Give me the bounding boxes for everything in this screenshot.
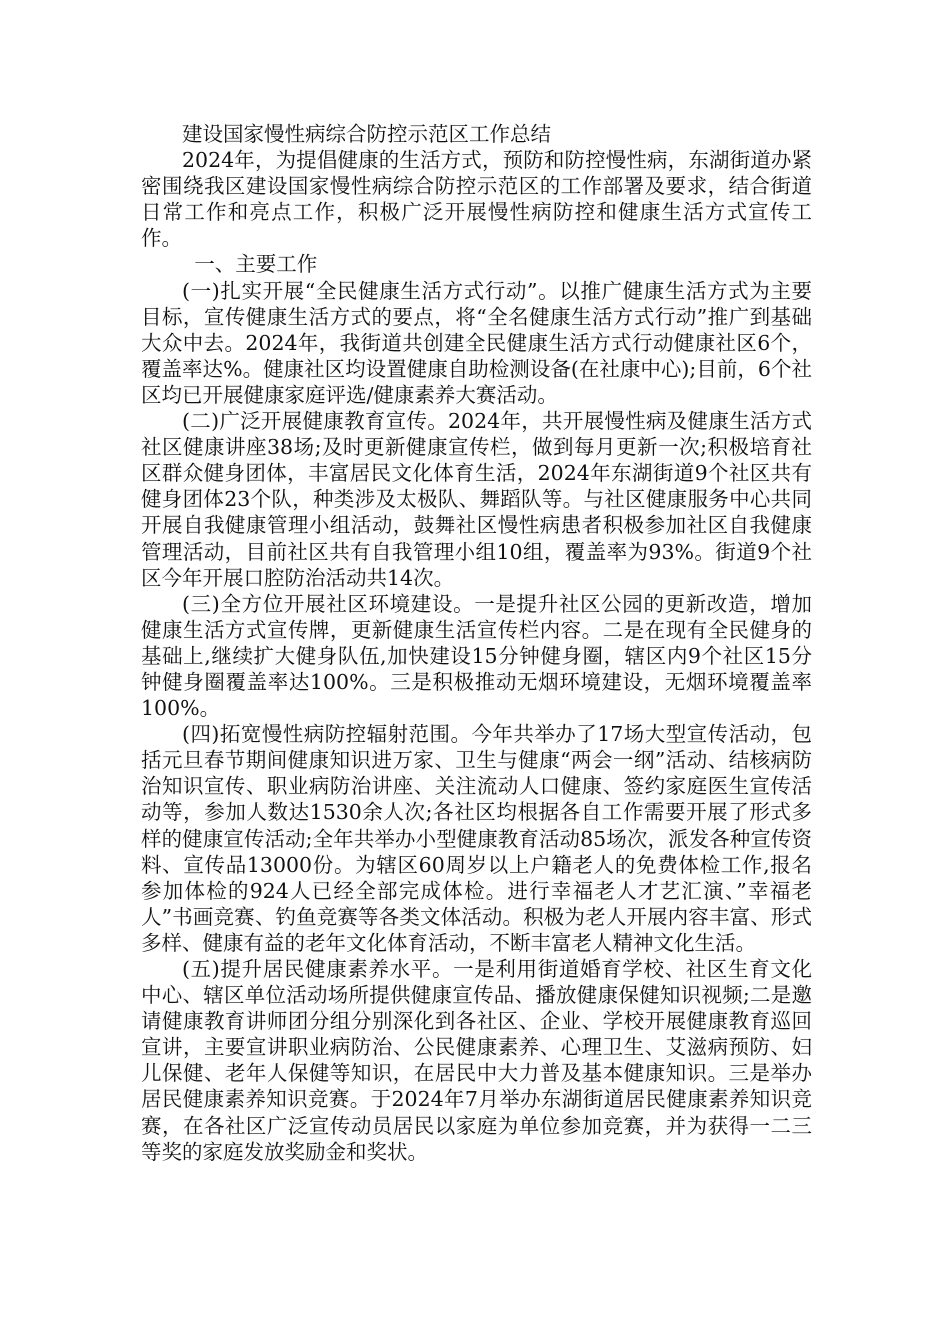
paragraph-2: (二)广泛开展健康教育宣传。2024年，共开展慢性病及健康生活方式社区健康讲座38场;及时更新健康宣传栏，做到每月更新一次;积极培育社区群众健身团体，丰富居民文化体育生活，2024年东湖街道9个社区共有健身团体23个队，种类涉及太极队、舞蹈队等。与社区健康服务中心共同开展自我健康管理小组活动，鼓舞社区慢性病患者积极参加社区自我健康管理活动，目前社区共有自我管理小组10组，覆盖率为93%。街道9个社区今年开展口腔防治活动共14次。: [141, 409, 812, 590]
paragraph-5: (五)提升居民健康素养水平。一是利用街道婚育学校、社区生育文化中心、辖区单位活动场所提供健康宣传品、播放健康保健知识视频;二是邀请健康教育讲师团分组分别深化到各社区、企业、学校开展健康教育巡回宣讲，主要宣讲职业病防治、公民健康素养、心理卫生、艾滋病预防、妇儿保健、老年人保健等知识，在居民中大力普及基本健康知识。三是举办居民健康素养知识竞赛。于2024年7月举办东湖街道居民健康素养知识竞赛，在各社区广泛宣传动员居民以家庭为单位参加竞赛，并为获得一二三等奖的家庭发放奖励金和奖状。: [141, 957, 812, 1164]
paragraph-3: (三)全方位开展社区环境建设。一是提升社区公园的更新改造，增加健康生活方式宣传牌，更新健康生活宣传栏内容。二是在现有全民健身的基础上,继续扩大健身队伍,加快建设15分钟健身圈，辖区内9个社区15分钟健身圈覆盖率达100%。三是积极推动无烟环境建设，无烟环境覆盖率100%。: [141, 591, 812, 721]
paragraph-1: (一)扎实开展“全民健康生活方式行动”。以推广健康生活方式为主要目标，宣传健康生活方式的要点，将“全名健康生活方式行动”推广到基础大众中去。2024年，我街道共创建全民健康生活方式行动健康社区6个，覆盖率达%。健康社区均设置健康自助检测设备(在社康中心);目前，6个社区均已开展健康家庭评选/健康素养大赛活动。: [141, 278, 812, 407]
intro-paragraph: 2024年，为提倡健康的生活方式，预防和防控慢性病，东湖街道办紧密围绕我区建设国家慢性病综合防控示范区的工作部署及要求，结合街道日常工作和亮点工作，积极广泛开展慢性病防控和健康生活方式宣传工作。: [141, 148, 812, 251]
section-heading: 一、主要工作: [194, 252, 318, 277]
document-title: 建设国家慢性病综合防控示范区工作总结: [182, 122, 551, 146]
paragraph-4: (四)拓宽慢性病防控辐射范围。今年共举办了17场大型宣传活动，包括元旦春节期间健康知识进万家、卫生与健康“两会一纲”活动、结核病防治知识宣传、职业病防治讲座、关注流动人口健康、签约家庭医生宣传活动等，参加人数达1530余人次;各社区均根据各自工作需要开展了形式多样的健康宣传活动;全年共举办小型健康教育活动85场次，派发各种宣传资料、宣传品13000份。为辖区60周岁以上户籍老人的免费体检工作,报名参加体检的924人已经全部完成体检。进行幸福老人才艺汇演、”幸福老人”书画竞赛、钓鱼竞赛等各类文体活动。积极为老人开展内容丰富、形式多样、健康有益的老年文化体育活动，不断丰富老人精神文化生活。: [141, 722, 812, 955]
document-page: [141, 121, 812, 1165]
